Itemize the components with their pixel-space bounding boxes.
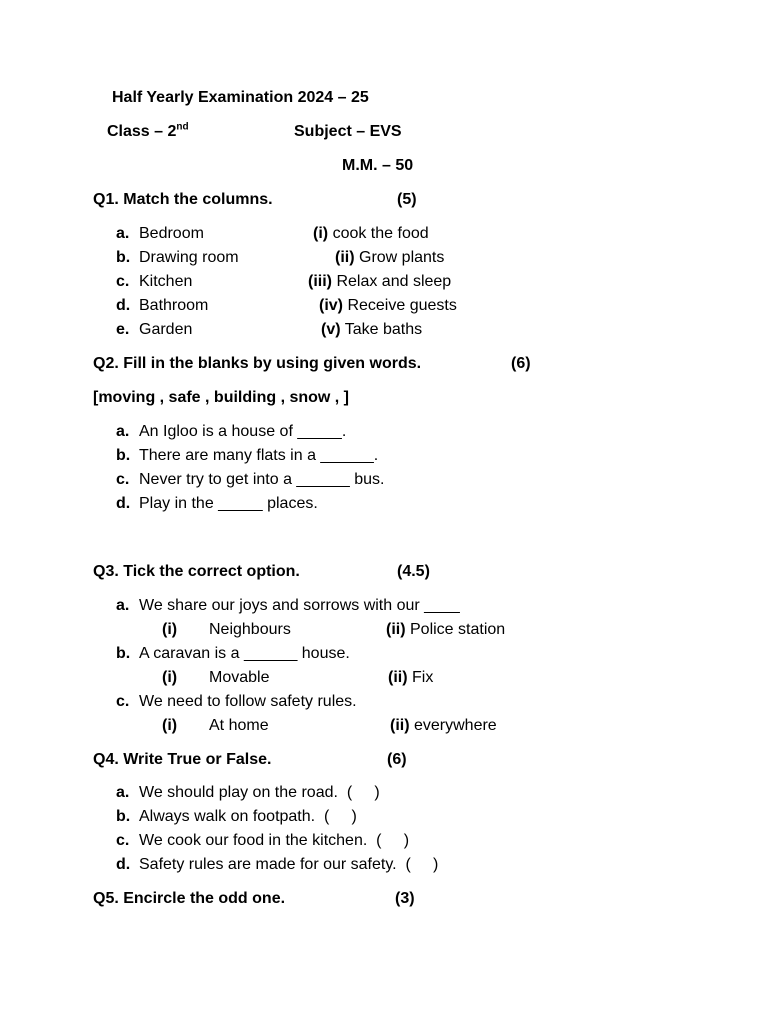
q1-item-right-text: Relax and sleep	[336, 273, 452, 290]
subject-label: Subject – EVS	[294, 123, 402, 140]
q2-item-letter: a.	[116, 423, 130, 440]
q2-item-text: There are many flats in a ______.	[139, 447, 379, 464]
q1-item-right	[313, 224, 429, 244]
q3-option-text: At home	[209, 717, 269, 734]
q1-item-num: (iv)	[319, 297, 343, 314]
q4-item-letter: a.	[116, 784, 130, 801]
q3-option-num: (i)	[162, 621, 178, 638]
max-marks: M.M. – 50	[342, 157, 414, 174]
q5-title: Q5. Encircle the odd one.	[93, 890, 286, 907]
class-label	[107, 122, 189, 142]
q4-item-letter: c.	[116, 832, 130, 849]
q1-item-letter: c.	[116, 273, 130, 290]
q3-item-letter: c.	[116, 693, 130, 710]
q5-marks: (3)	[395, 890, 415, 907]
q3-item-letter: b.	[116, 645, 131, 662]
q3-option-num: (i)	[162, 669, 178, 686]
q3-option-text: Neighbours	[209, 621, 291, 638]
q1-item-letter: b.	[116, 249, 131, 266]
q3-item-text: We share our joys and sorrows with our ____	[139, 597, 460, 614]
q1-item-right-text: Receive guests	[347, 297, 457, 314]
q3-option-text: everywhere	[414, 717, 497, 734]
q3-option-num: (ii)	[390, 717, 410, 734]
q2-item-text: Never try to get into a ______ bus.	[139, 471, 385, 488]
q3-option-num: (i)	[162, 717, 178, 734]
class-suffix: nd	[176, 121, 189, 133]
q1-marks: (5)	[397, 191, 417, 208]
q3-option-text: Movable	[209, 669, 270, 686]
q2-item-letter: b.	[116, 447, 131, 464]
q1-item-right-text: cook the food	[332, 225, 429, 242]
q3-item-letter: a.	[116, 597, 130, 614]
q3-option-second	[388, 668, 433, 688]
q1-item-left: Bathroom	[139, 297, 209, 314]
q1-item-num: (ii)	[335, 249, 355, 266]
q2-word-bank: [moving , safe , building , snow , ]	[93, 389, 350, 406]
q1-item-left: Garden	[139, 321, 193, 338]
q4-marks: (6)	[387, 751, 407, 768]
q1-item-num: (iii)	[308, 273, 332, 290]
q2-item-letter: c.	[116, 471, 130, 488]
q3-option-num: (ii)	[386, 621, 406, 638]
q3-option-text: Fix	[412, 669, 434, 686]
q4-title: Q4. Write True or False.	[93, 751, 272, 768]
q3-option-second	[390, 716, 497, 736]
q2-title: Q2. Fill in the blanks by using given words.	[93, 355, 422, 372]
q3-item-text: A caravan is a ______ house.	[139, 645, 350, 662]
q4-item-letter: b.	[116, 808, 131, 825]
q4-item-letter: d.	[116, 856, 131, 873]
q2-item-text: An Igloo is a house of _____.	[139, 423, 347, 440]
q3-title: Q3. Tick the correct option.	[93, 563, 300, 580]
q1-item-num: (v)	[321, 321, 341, 338]
q1-item-letter: d.	[116, 297, 131, 314]
exam-title: Half Yearly Examination 2024 – 25	[112, 89, 369, 106]
q3-option-num: (ii)	[388, 669, 408, 686]
q1-item-right-text: Take baths	[344, 321, 423, 338]
q2-item-text: Play in the _____ places.	[139, 495, 318, 512]
class-text: Class – 2	[107, 123, 177, 140]
q1-item-right-text: Grow plants	[359, 249, 445, 266]
q1-item-left: Drawing room	[139, 249, 239, 266]
q3-item-text: We need to follow safety rules.	[139, 693, 357, 710]
q1-item-right	[335, 248, 444, 268]
q1-item-letter: e.	[116, 321, 130, 338]
q4-item-text: We should play on the road. ( )	[139, 784, 380, 801]
q1-item-right	[321, 320, 422, 340]
q4-item-text: Always walk on footpath. ( )	[139, 808, 357, 825]
q3-option-second	[386, 620, 505, 640]
q2-item-letter: d.	[116, 495, 131, 512]
q3-option-text: Police station	[410, 621, 506, 638]
q1-title: Q1. Match the columns.	[93, 191, 273, 208]
q3-marks: (4.5)	[397, 563, 430, 580]
q1-item-right	[308, 272, 451, 292]
q1-item-left: Bedroom	[139, 225, 204, 242]
q4-item-text: We cook our food in the kitchen. ( )	[139, 832, 410, 849]
q1-item-right	[319, 296, 457, 316]
q1-item-letter: a.	[116, 225, 130, 242]
q1-item-left: Kitchen	[139, 273, 193, 290]
q4-item-text: Safety rules are made for our safety. ( )	[139, 856, 439, 873]
q1-item-num: (i)	[313, 225, 329, 242]
q2-marks: (6)	[511, 355, 531, 372]
